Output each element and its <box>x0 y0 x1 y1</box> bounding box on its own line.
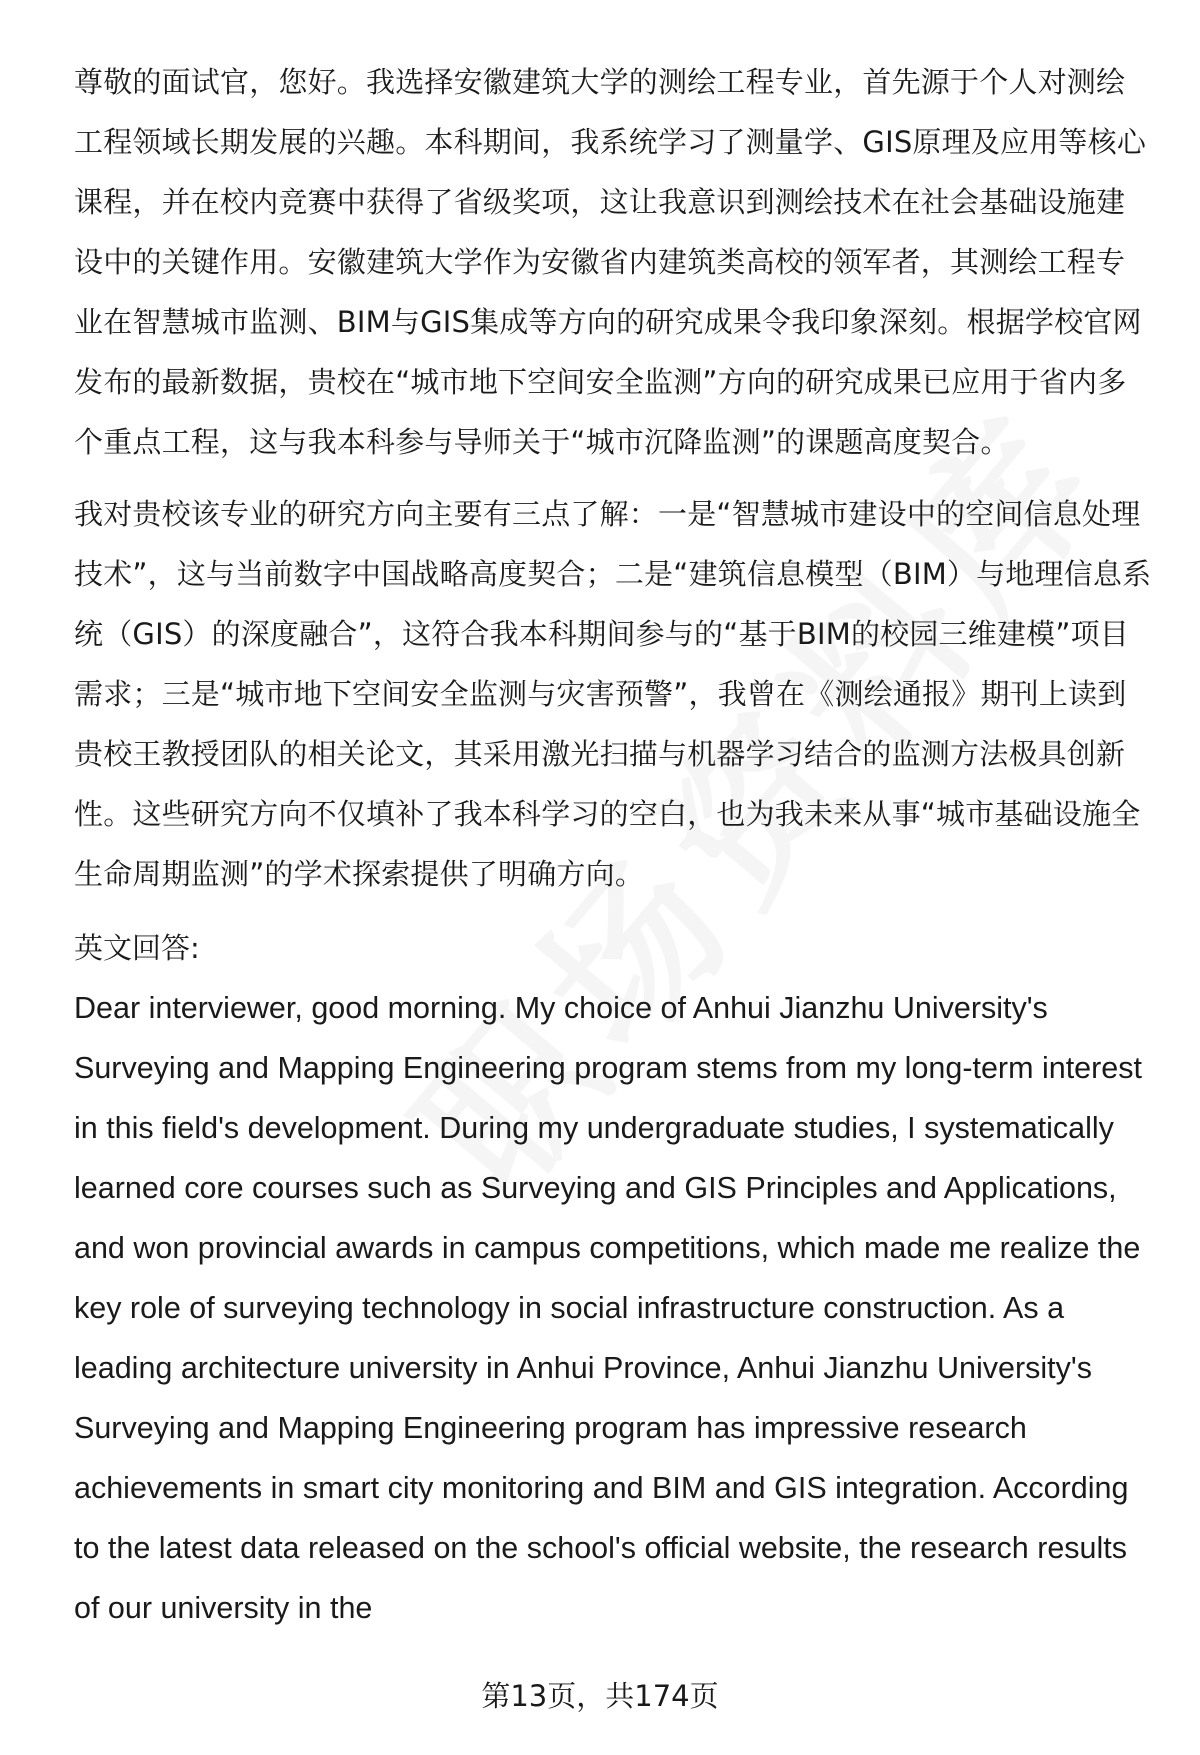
page-number-footer: 第13页，共174页 <box>481 1679 719 1713</box>
chinese-paragraph-research-directions: 我对贵校该专业的研究方向主要有三点了解：一是“智慧城市建设中的空间信息处理技术”，这与当前数字中国战略高度契合；二是“建筑信息模型（BIM）与地理信息系统（GIS）的深度融合”，这符合我本科期间参与的“基于BIM的校园三维建模”项目需求；三是“城市地下空间安全监测与灾害预警”，我曾在《测绘通报》期刊上读到贵校王教授团队的相关论文，其采用激光扫描与机器学习结合的监测方法极具创新性。这些研究方向不仅填补了我本科学习的空白，也为我未来从事“城市基础设施全生命周期监测”的学术探索提供了明确方向。 <box>74 497 1152 891</box>
english-answer-heading: 英文回答: <box>74 931 200 965</box>
chinese-paragraph-motivation: 尊敬的面试官，您好。我选择安徽建筑大学的测绘工程专业，首先源于个人对测绘工程领域长期发展的兴趣。本科期间，我系统学习了测量学、GIS原理及应用等核心课程，并在校内竞赛中获得了省级奖项，这让我意识到测绘技术在社会基础设施建设中的关键作用。安徽建筑大学作为安徽省内建筑类高校的领军者，其测绘工程专业在智慧城市监测、BIM与GIS集成等方向的研究成果令我印象深刻。根据学校官网发布的最新数据，贵校在“城市地下空间安全监测”方向的研究成果已应用于省内多个重点工程，这与我本科参与导师关于“城市沉降监测”的课题高度契合。 <box>74 65 1147 459</box>
english-paragraph-motivation: Dear interviewer, good morning. My choice of Anhui Jianzhu University's Surveying and Mapping Engineering program stems from my long-term interest in this field's development. During my undergraduate studies, I systematically learned core courses such as Surveying and GIS Principles and Applications, and won provincial awards in campus competitions, which made me realize the key role of surveying technology in social infrastructure construction. As a leading architecture university in Anhui Province, Anhui Jianzhu University's Surveying and Mapping Engineering program has impressive research achievements in smart city monitoring and BIM and GIS integration. According to the latest data released on the school's official website, the research results of our university in the <box>74 991 1142 1625</box>
page-content <box>74 52 1154 1638</box>
